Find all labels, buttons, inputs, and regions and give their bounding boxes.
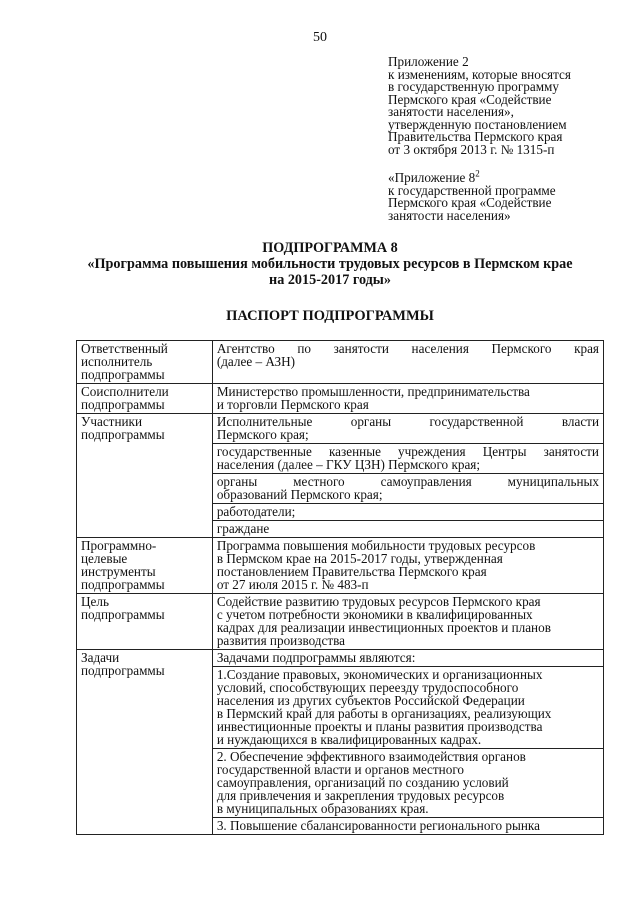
passport-row-label — [77, 341, 213, 384]
subprogram-title-line: ПОДПРОГРАММА 8 — [262, 240, 398, 256]
appendix-2-line: от 3 октября 2013 г. № 1315-п — [388, 141, 555, 157]
passport-row — [77, 341, 604, 384]
appendix-2-line: Правительства Пермского края — [388, 129, 563, 144]
passport-row — [77, 538, 604, 594]
value-line: населения (далее – ГКУ ЦЗН) Пермского края; — [216, 457, 481, 472]
value-line: инвестиционные проекты и планы развития производства — [216, 719, 543, 734]
value-line: в муниципальных образованиях края. — [216, 801, 429, 816]
label-line: подпрограммы — [81, 577, 165, 592]
value-line: Исполнительные органы государственной власти — [216, 414, 599, 429]
value-line: Министерство промышленности, предпринимательства — [216, 384, 530, 399]
label-line: Программно- — [81, 538, 157, 553]
value-line: образований Пермского края; — [216, 487, 383, 502]
value-line: в Пермский край для работы в организациях, реализующих — [216, 706, 552, 721]
value-line: граждане — [213, 520, 603, 535]
appendix-2-line: Пермского края «Содействие — [388, 91, 552, 107]
label-line: исполнитель — [81, 354, 153, 369]
passport-row-value — [212, 414, 603, 538]
passport-row — [77, 384, 604, 414]
passport-row-value — [212, 650, 603, 835]
value-line: Агентство по занятости населения Пермского края — [216, 341, 599, 356]
subprogram-title-line: на 2015-2017 годы» — [269, 272, 391, 288]
appendix-8-first-line: «Приложение $8^2$ — [388, 168, 480, 185]
appendix-2-line: в государственную программу — [388, 79, 559, 94]
passport-row — [77, 650, 604, 835]
passport-row-value — [212, 341, 603, 384]
value-line: (далее – АЗН) — [216, 354, 296, 369]
label-line: целевые — [81, 551, 128, 566]
value-line: 3. Повышение сбалансированности регионального рынка — [213, 817, 603, 832]
value-line: условий, способствующих переезду трудоспособного — [216, 680, 519, 695]
label-line: подпрограммы — [81, 367, 165, 382]
appendix-2-header — [388, 56, 628, 156]
value-line: и нуждающихся в квалифицированных кадрах. — [216, 732, 482, 747]
passport-row-label — [77, 538, 213, 594]
value-line: с учетом потребности экономики в квалифицированных — [216, 607, 533, 622]
value-line: постановлением Правительства Пермского края — [216, 564, 487, 579]
label-line: Соисполнители — [81, 384, 169, 399]
value-line: кадрах для реализации инвестиционных проектов и планов — [216, 620, 551, 635]
passport-row-label — [77, 594, 213, 650]
passport-row-value — [212, 594, 603, 650]
label-line: подпрограммы — [81, 607, 165, 622]
value-line: развития производства — [216, 633, 346, 648]
value-line: 2. Обеспечение эффективного взаимодействия органов — [213, 748, 603, 763]
value-line: в Пермском крае на 2015-2017 годы, утвержденная — [216, 551, 503, 566]
label-line: Цель — [81, 594, 109, 609]
appendix-2-line: Приложение 2 — [388, 54, 469, 69]
subprogram-title-line: «Программа повышения мобильности трудовых ресурсов в Пермском крае — [87, 256, 573, 272]
label-line: Ответственный — [81, 341, 168, 356]
value-line: от 27 июля 2015 г. № 483-п — [216, 577, 369, 592]
label-line: подпрограммы — [81, 427, 165, 442]
appendix-2-line: утвержденную постановлением — [388, 116, 567, 132]
value-line: работодатели; — [213, 503, 603, 518]
label-line: инструменты — [81, 564, 156, 579]
label-line: Участники — [81, 414, 143, 429]
value-line: Пермского края; — [216, 427, 309, 442]
passport-row-label — [77, 384, 213, 414]
value-line: и торговли Пермского края — [216, 397, 369, 412]
appendix-2-line: занятости населения», — [388, 104, 514, 119]
value-line: самоуправления, организаций по созданию условий — [216, 775, 509, 790]
label-line: Задачи — [81, 650, 120, 665]
value-line: государственные казенные учреждения Центры занятости — [213, 443, 603, 458]
subprogram-title — [60, 240, 600, 288]
passport-row — [77, 594, 604, 650]
appendix-8-line: к государственной программе — [388, 182, 556, 198]
passport-title: ПАСПОРТ ПОДПРОГРАММЫ — [226, 308, 434, 324]
appendix-2-line: к изменениям, которые вносятся — [388, 66, 571, 82]
value-line: Содействие развитию трудовых ресурсов Пермского края — [216, 594, 541, 609]
passport-row-value — [212, 384, 603, 414]
value-line: органы местного самоуправления муниципальных — [213, 473, 603, 488]
label-line: подпрограммы — [81, 663, 165, 678]
page-number: 50 — [313, 30, 327, 45]
value-line: государственной власти и органов местного — [216, 762, 464, 777]
appendix-8-header — [388, 168, 628, 223]
passport-table — [76, 340, 604, 835]
value-line: для привлечения и закрепления трудовых ресурсов — [216, 788, 505, 803]
value-line: Программа повышения мобильности трудовых ресурсов — [216, 538, 536, 553]
passport-row-label — [77, 414, 213, 538]
value-line: Задачами подпрограммы являются: — [216, 650, 416, 665]
passport-row-label — [77, 650, 213, 835]
label-line: подпрограммы — [81, 397, 165, 412]
passport-row — [77, 414, 604, 538]
value-line: 1.Создание правовых, экономических и организационных — [213, 666, 603, 681]
appendix-8-line: занятости населения» — [388, 207, 511, 223]
passport-row-value — [212, 538, 603, 594]
appendix-8-superscript: 2 — [475, 168, 480, 179]
appendix-8-line: Пермского края «Содействие — [388, 195, 552, 210]
value-line: населения из других субъектов Российской Федерации — [216, 693, 525, 708]
